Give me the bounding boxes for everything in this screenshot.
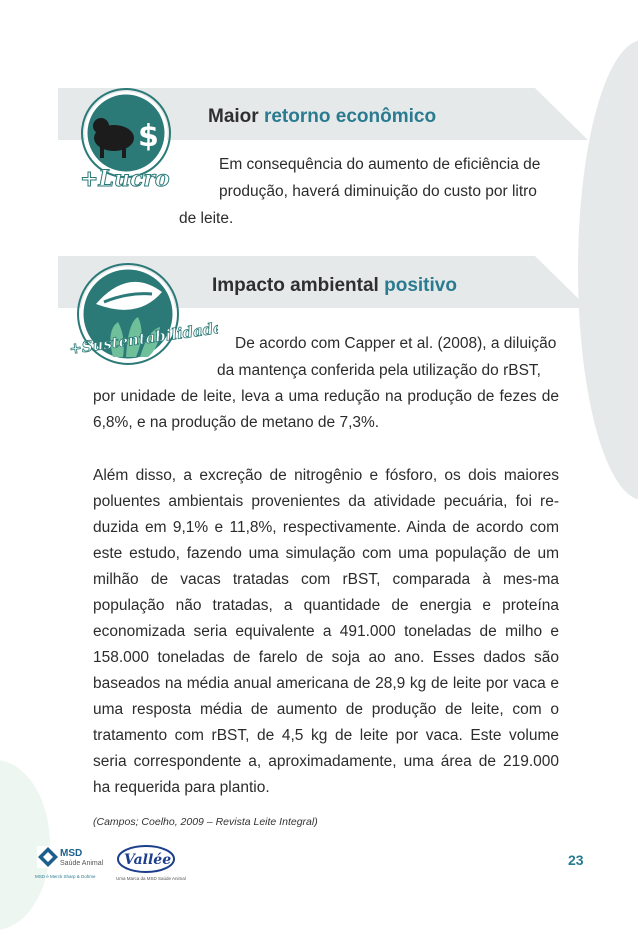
msd-subtitle: Saúde Animal	[60, 860, 104, 867]
decorative-arc-right	[578, 40, 638, 500]
msd-tagline: MSD é Merck Sharp & Dohme	[35, 874, 96, 879]
sustentabilidade-icon-label: +Sustentabilidade	[68, 318, 218, 358]
msd-logo	[35, 842, 115, 882]
lucro-icon-label: +Lucro	[80, 166, 170, 192]
vallee-logo	[116, 842, 196, 884]
svg-text:Vallée: Vallée	[124, 852, 172, 868]
lucro-icon	[76, 88, 176, 198]
heading-impacto-ambiental: Impacto ambiental positivo	[212, 275, 457, 296]
sust-line-1: De acordo com Capper et al. (2008), a diluição	[235, 335, 557, 352]
msd-name: MSD	[60, 848, 83, 859]
paragraph-1-rest: por unidade de leite, leva a uma redução na produção de fezes de 6,8%, e na produção de metano de 7,3%.	[93, 388, 559, 431]
page-number: 23	[568, 852, 584, 868]
citation: (Campos; Coelho, 2009 – Revista Leite Integral)	[93, 816, 318, 828]
heading-retorno-economico: Maior retorno econômico	[208, 106, 437, 127]
vallee-tagline: Uma Marca da MSD Saúde Animal	[116, 876, 186, 881]
paragraph-2: Além disso, a excreção de nitrogênio e fósforo, os dois maiores poluentes ambientais provenientes da atividade pecuária, foi re-duzida em 9,1% e 11,8%, respectivamente. Ainda de acordo com este estudo, fazendo uma simulação com uma população de um milhão de vacas tratadas com rBST, comparada à mes-ma população não tratadas, a quantidade de energia e proteína economizada seria equivalente a 491.000 toneladas de milho e 158.000 toneladas de farelo de soja ao ano. Esses dados são baseados na média anual americana de 28,9 kg de leite por vaca e uma resposta média de aumento de produção de leite, com o tratamento com rBST, de 4,5 kg de leite por vaca. Este volume seria correspondente a, aproximadamente, uma área de 219.000 ha requerida para plantio.	[93, 467, 559, 796]
lucro-line-1: Em consequência do aumento de eficiência de	[219, 156, 541, 173]
lucro-line-3: de leite.	[179, 210, 234, 227]
svg-text:$: $	[138, 119, 159, 154]
lucro-line-2: produção, haverá diminuição do custo por litro	[219, 183, 537, 200]
sust-line-2: da mantença conferida pela utilização do rBST,	[217, 362, 541, 379]
sustentabilidade-icon	[68, 262, 218, 382]
vallee-wordmark-icon	[116, 844, 176, 874]
msd-mark-icon	[37, 846, 59, 868]
